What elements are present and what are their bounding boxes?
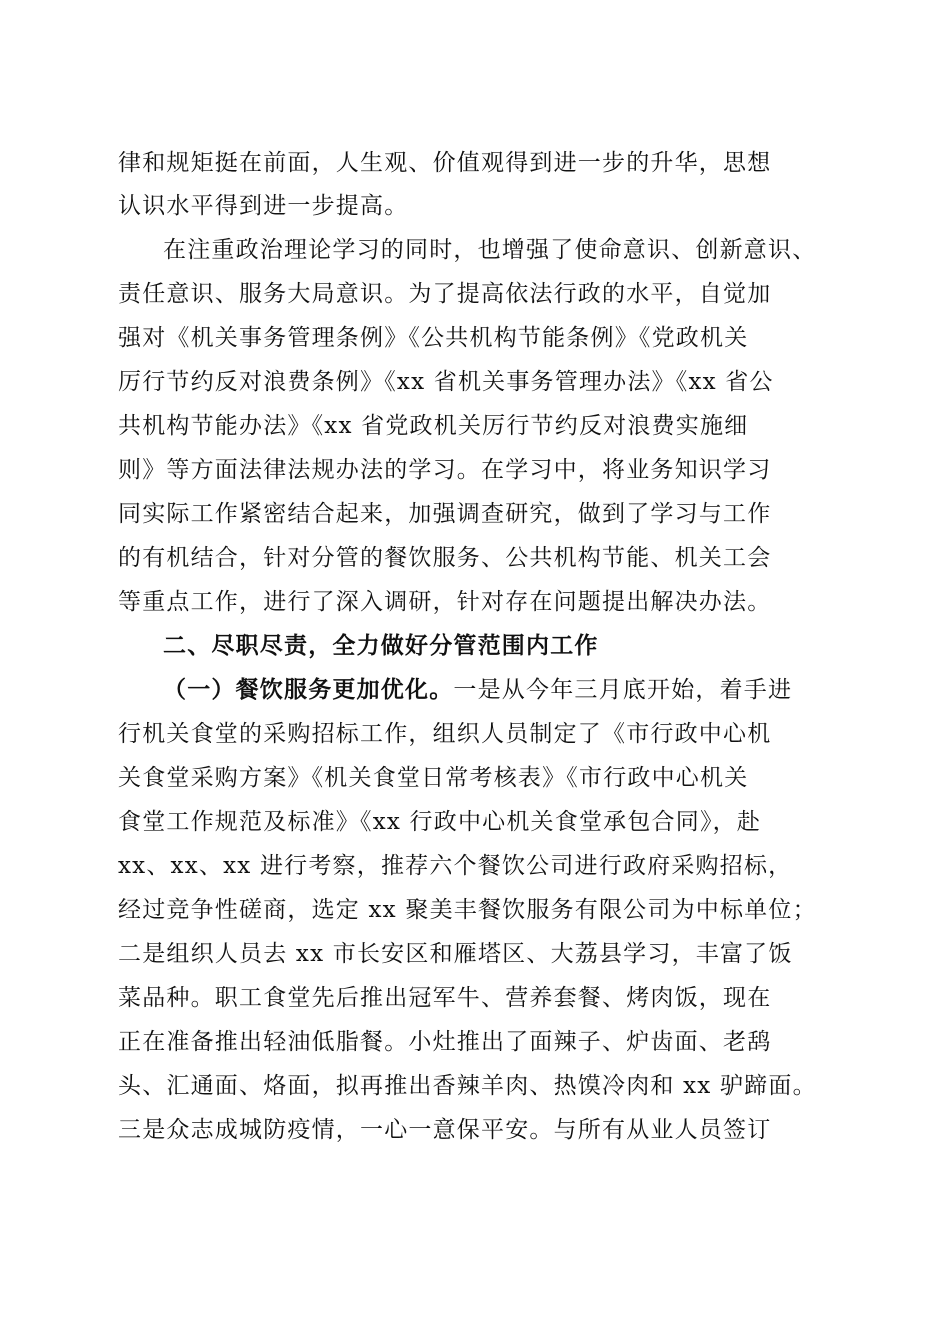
paragraph-text: 一是从今年三月底开始，着手进 (453, 677, 793, 703)
paragraph-line: 关食堂采购方案》《机关食堂日常考核表》《市行政中心机关 (118, 765, 749, 791)
paragraph-line: 三是众志成城防疫情，一心一意保平安。与所有从业人员签订 (118, 1117, 772, 1143)
paragraph-line: 行机关食堂的采购招标工作，组织人员制定了《市行政中心机 (118, 721, 772, 747)
paragraph-line: 则》等方面法律法规办法的学习。在学习中，将业务知识学习 (118, 457, 772, 483)
subsection-heading: （一）餐饮服务更加优化。 (163, 677, 454, 703)
paragraph-line: 厉行节约反对浪费条例》《xx 省机关事务管理办法》《xx 省公 (118, 369, 774, 395)
paragraph-line: 头、汇通面、烙面，拟再推出香辣羊肉、热馍冷肉和 xx 驴蹄面。 (118, 1073, 817, 1099)
paragraph-line: 认识水平得到进一步提高。 (118, 193, 409, 219)
paragraph-line: 同实际工作紧密结合起来，加强调查研究，做到了学习与工作 (118, 501, 772, 527)
paragraph-line: 等重点工作，进行了深入调研，针对存在问题提出解决办法。 (118, 589, 772, 615)
paragraph-line: 强对《机关事务管理条例》《公共机构节能条例》《党政机关 (118, 325, 749, 351)
paragraph-line: 经过竞争性磋商，选定 xx 聚美丰餐饮服务有限公司为中标单位； (118, 897, 817, 923)
paragraph-line: 二是组织人员去 xx 市长安区和雁塔区、大荔县学习，丰富了饭 (118, 941, 793, 967)
section-heading: 二、尽职尽责，全力做好分管范围内工作 (163, 633, 599, 659)
paragraph-line: 菜品种。职工食堂先后推出冠军牛、营养套餐、烤肉饭，现在 (118, 985, 772, 1011)
paragraph-line: 食堂工作规范及标准》《xx 行政中心机关食堂承包合同》，赴 (118, 809, 762, 835)
paragraph-line (163, 674, 883, 706)
paragraph-line: 在注重政治理论学习的同时，也增强了使命意识、创新意识、 (163, 237, 817, 263)
paragraph-line: 共机构节能办法》《xx 省党政机关厉行节约反对浪费实施细 (118, 413, 749, 439)
paragraph-line: xx、xx、xx 进行考察，推荐六个餐饮公司进行政府采购招标， (118, 853, 793, 879)
paragraph-line: 正在准备推出轻油低脂餐。小灶推出了面辣子、炉齿面、老鸹 (118, 1029, 772, 1055)
paragraph-line: 责任意识、服务大局意识。为了提高依法行政的水平，自觉加 (118, 281, 772, 307)
paragraph-line: 律和规矩挺在前面，人生观、价值观得到进一步的升华，思想 (118, 150, 772, 176)
paragraph-line: 的有机结合，针对分管的餐饮服务、公共机构节能、机关工会 (118, 545, 772, 571)
